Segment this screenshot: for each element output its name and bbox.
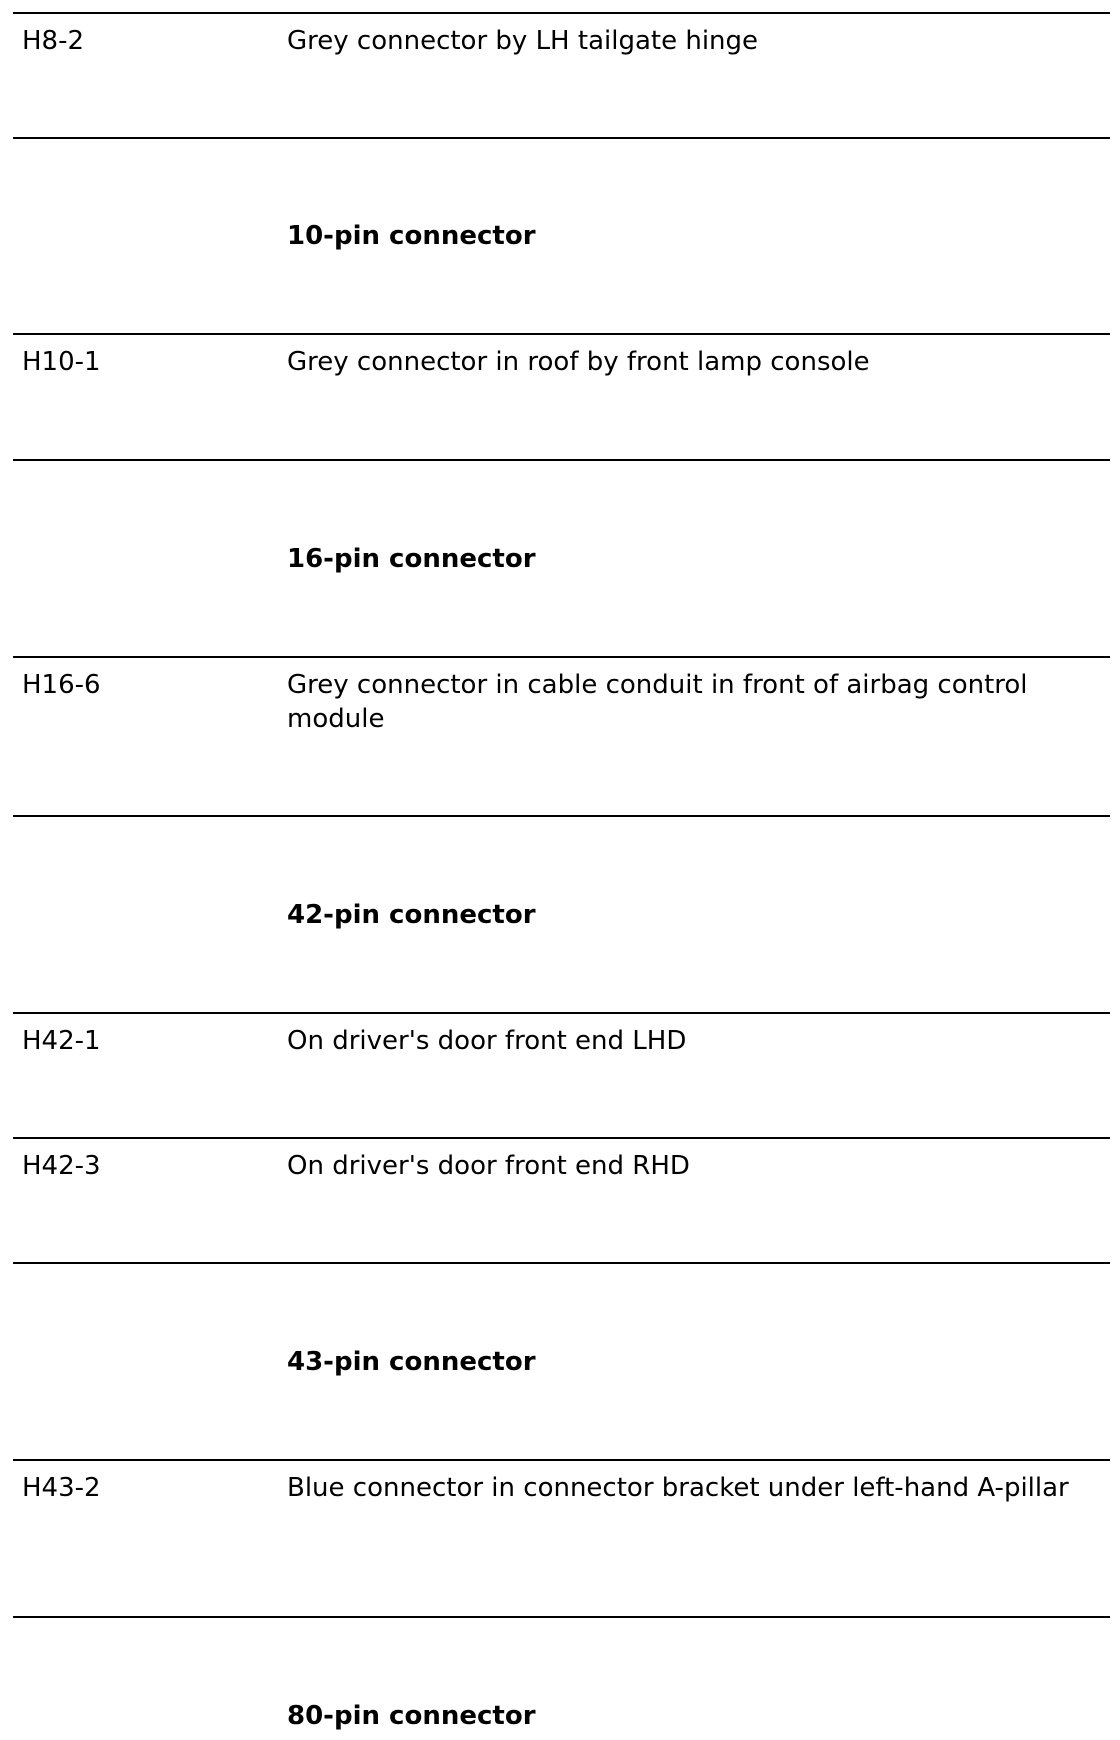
connector-id: H42-3 [22,1151,101,1181]
table-rule [13,1459,1110,1461]
section-heading: 43-pin connector [287,1347,536,1377]
table-rule [13,656,1110,658]
connector-location: Grey connector by LH tailgate hinge [287,26,759,56]
section-heading: 42-pin connector [287,900,536,930]
table-rule [13,459,1110,461]
connector-location: Blue connector in connector bracket under left-hand A-pillar [287,1473,1069,1503]
table-rule [13,1616,1110,1618]
connector-id: H42-1 [22,1026,101,1056]
connector-id: H10-1 [22,347,101,377]
table-rule [13,1137,1110,1139]
connector-location: On driver's door front end LHD [287,1026,687,1056]
table-rule [13,333,1110,335]
section-heading: 80-pin connector [287,1701,536,1731]
connector-id: H43-2 [22,1473,101,1503]
section-heading: 10-pin connector [287,221,536,251]
table-rule [13,815,1110,817]
connector-id: H16-6 [22,670,101,700]
connector-location: On driver's door front end RHD [287,1151,690,1181]
table-rule [13,1262,1110,1264]
connector-location: Grey connector in roof by front lamp console [287,347,870,377]
table-rule [13,12,1110,14]
connector-id: H8-2 [22,26,85,56]
section-heading: 16-pin connector [287,544,536,574]
table-rule [13,1012,1110,1014]
connector-location: Grey connector in cable conduit in front of airbag control module [287,670,1028,734]
table-rule [13,137,1110,139]
